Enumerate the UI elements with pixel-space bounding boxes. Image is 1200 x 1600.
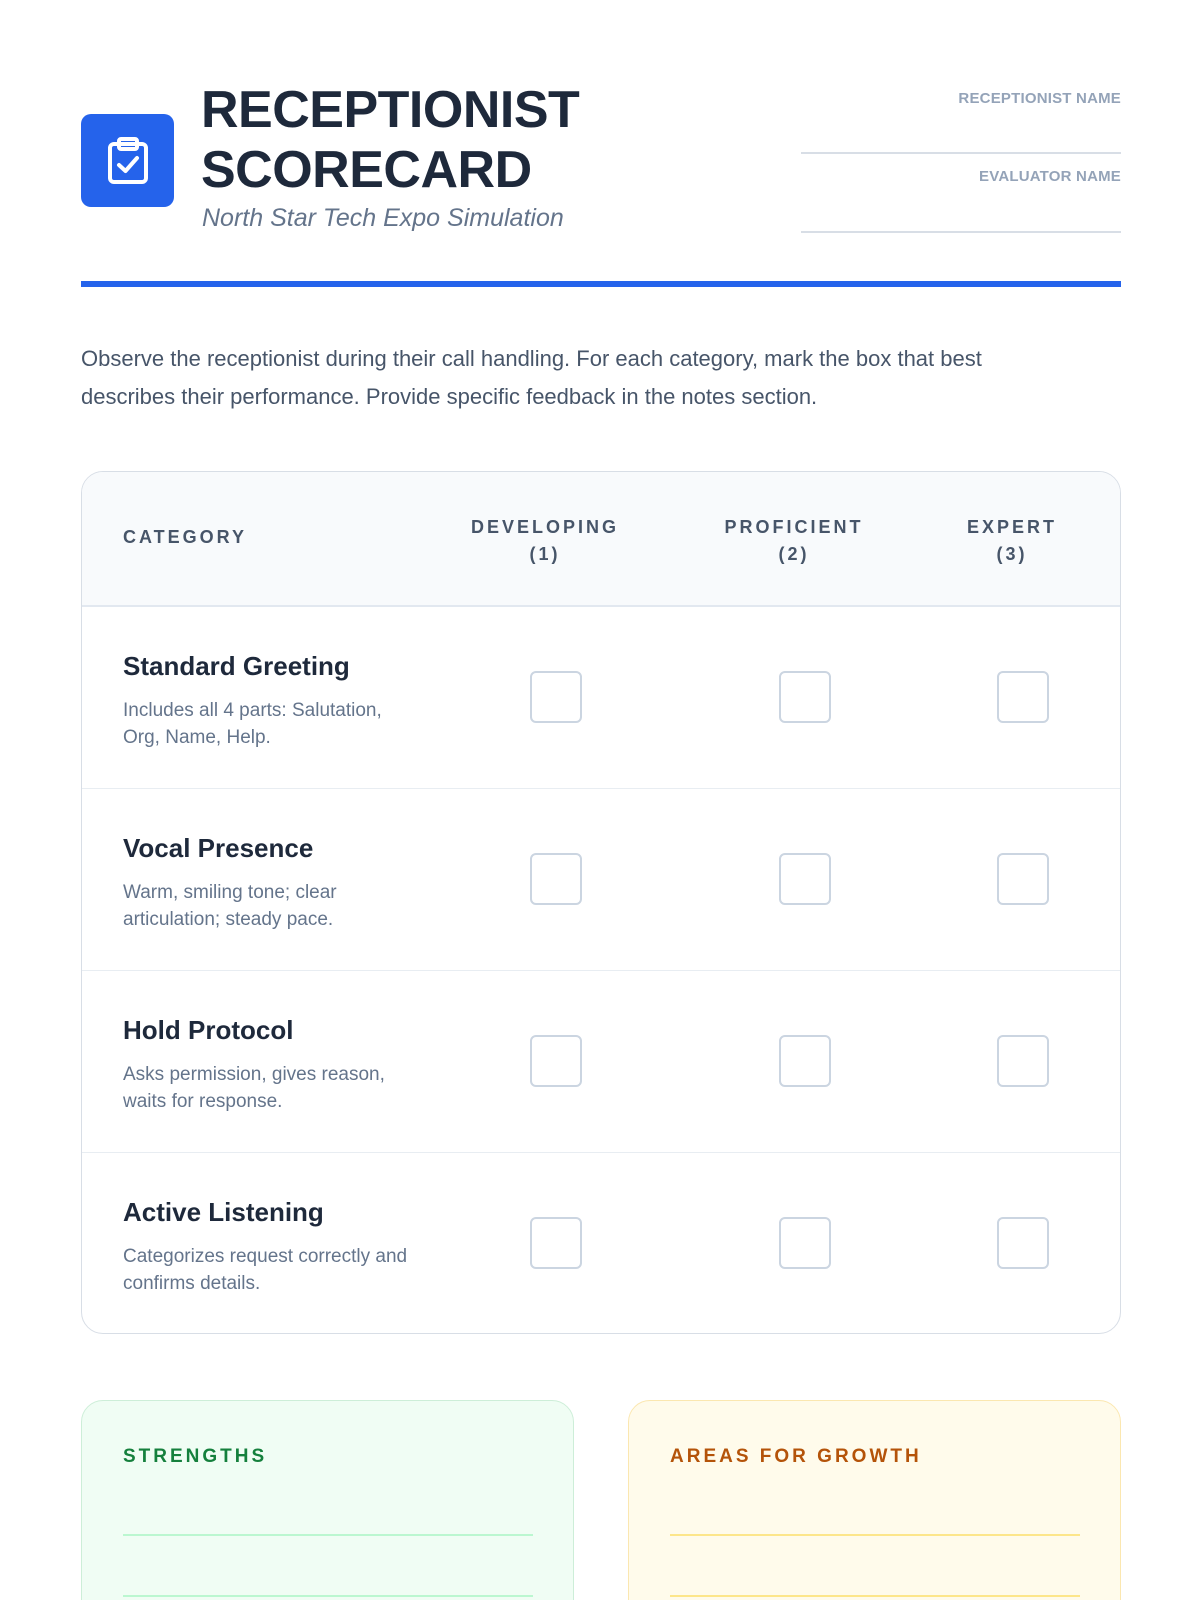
checkbox-active-listening-expert[interactable] — [997, 1217, 1049, 1269]
checkbox-vocal-presence-expert[interactable] — [997, 853, 1049, 905]
checkbox-standard-greeting-developing[interactable] — [530, 671, 582, 723]
column-header-proficient — [714, 514, 874, 568]
category-name: Active Listening — [123, 1197, 324, 1227]
column-header-proficient-score: (2) — [778, 544, 810, 564]
page-title: RECEPTIONIST SCORECARD — [201, 81, 580, 199]
column-header-developing-label: DEVELOPING — [470, 517, 620, 537]
rubric-header-row — [82, 472, 1120, 607]
category-name: Hold Protocol — [123, 1015, 294, 1045]
category-name: Vocal Presence — [123, 833, 314, 863]
checkbox-active-listening-proficient[interactable] — [779, 1217, 831, 1269]
rubric-row-active-listening — [82, 1153, 1120, 1334]
receptionist-name-field[interactable] — [801, 90, 1121, 154]
checkbox-vocal-presence-developing[interactable] — [530, 853, 582, 905]
column-header-developing-score: (1) — [529, 544, 561, 564]
strengths-title: STRENGTHS — [123, 1446, 268, 1467]
rubric-row-vocal-presence — [82, 789, 1120, 971]
column-header-category-label: CATEGORY — [123, 527, 248, 547]
header-divider — [81, 281, 1121, 287]
growth-writing-line — [670, 1534, 1080, 1536]
scorecard-header — [81, 80, 1121, 240]
evaluator-name-field[interactable] — [801, 168, 1121, 233]
clipboard-check-icon — [106, 136, 150, 186]
checkbox-standard-greeting-proficient[interactable] — [779, 671, 831, 723]
column-header-expert — [932, 514, 1092, 568]
receptionist-name-label: RECEPTIONIST NAME — [958, 90, 1121, 107]
logo-tile — [81, 114, 174, 207]
evaluator-name-label: EVALUATOR NAME — [979, 168, 1121, 185]
page-subtitle: North Star Tech Expo Simulation — [202, 204, 564, 232]
checkbox-hold-protocol-expert[interactable] — [997, 1035, 1049, 1087]
column-header-expert-label: EXPERT — [966, 517, 1058, 537]
checkbox-hold-protocol-developing[interactable] — [530, 1035, 582, 1087]
category-description: Categorizes request correctly and confirms details. — [123, 1246, 408, 1294]
growth-notes-box[interactable] — [628, 1400, 1121, 1600]
column-header-developing — [465, 514, 625, 568]
checkbox-active-listening-developing[interactable] — [530, 1217, 582, 1269]
category-description: Includes all 4 parts: Salutation, Org, Name, Help. — [123, 700, 382, 748]
category-description: Warm, smiling tone; clear articulation; steady pace. — [123, 882, 337, 930]
strengths-writing-line — [123, 1595, 533, 1597]
category-name: Standard Greeting — [123, 651, 350, 681]
category-description: Asks permission, gives reason, waits for response. — [123, 1064, 385, 1112]
rubric-row-standard-greeting — [82, 607, 1120, 789]
checkbox-standard-greeting-expert[interactable] — [997, 671, 1049, 723]
growth-writing-line — [670, 1595, 1080, 1597]
checkbox-hold-protocol-proficient[interactable] — [779, 1035, 831, 1087]
growth-title: AREAS FOR GROWTH — [670, 1446, 922, 1467]
instructions-text: Observe the receptionist during their call handling. For each category, mark the box that best describes their performance. Provide specific feedback in the notes section. — [81, 346, 982, 409]
column-header-proficient-label: PROFICIENT — [724, 517, 864, 537]
column-header-category — [123, 524, 247, 551]
rubric-table — [81, 471, 1121, 1334]
rubric-row-hold-protocol — [82, 971, 1120, 1153]
strengths-notes-box[interactable] — [81, 1400, 574, 1600]
strengths-writing-line — [123, 1534, 533, 1536]
column-header-expert-score: (3) — [996, 544, 1028, 564]
checkbox-vocal-presence-proficient[interactable] — [779, 853, 831, 905]
